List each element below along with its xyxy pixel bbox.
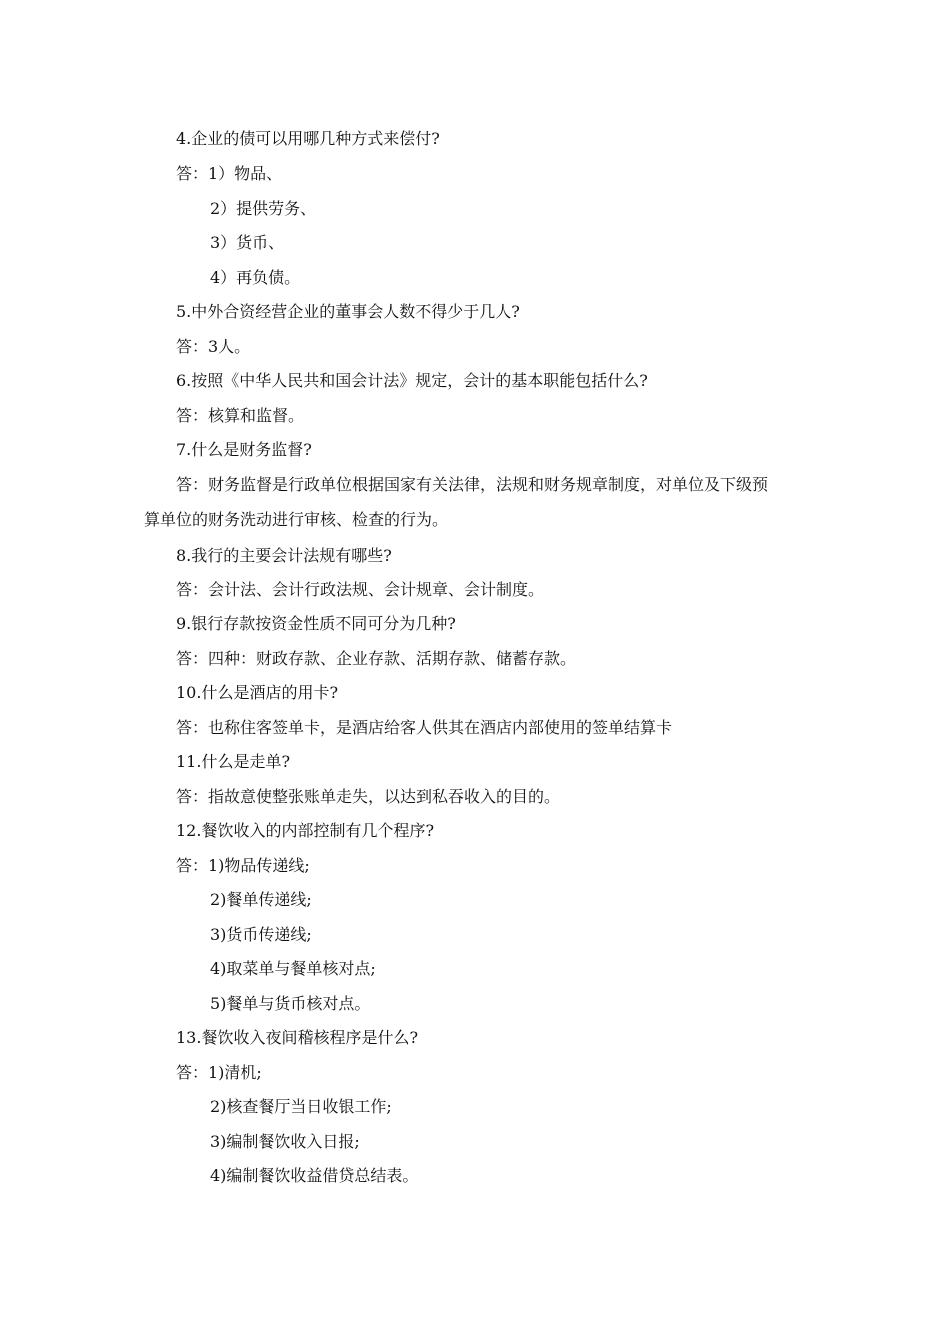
answer-12-item-2: 2)餐单传递线; (210, 890, 312, 909)
answer-13-item-1: 答：1)清机; (176, 1063, 262, 1082)
answer-6: 答：核算和监督。 (176, 406, 305, 425)
answer-9: 答：四种：财政存款、企业存款、活期存款、储蓄存款。 (176, 649, 577, 668)
answer-12-item-1: 答：1)物品传递线; (176, 856, 310, 875)
answer-12-item-3: 3)货币传递线; (210, 925, 312, 944)
question-8: 8.我行的主要会计法规有哪些? (176, 546, 392, 565)
answer-10: 答：也称住客签单卡，是酒店给客人供其在酒店内部使用的签单结算卡 (176, 718, 673, 737)
question-12: 12.餐饮收入的内部控制有几个程序? (176, 821, 435, 840)
answer-7: 答：财务监督是行政单位根据国家有关法律，法规和财务规章制度，对单位及下级预 (176, 475, 769, 494)
answer-4-item-4: 4）再负债。 (210, 268, 301, 287)
answer-8: 答：会计法、会计行政法规、会计规章、会计制度。 (176, 580, 545, 599)
answer-13-item-3: 3)编制餐饮收入日报; (210, 1132, 360, 1151)
answer-13-item-2: 2)核查餐厅当日收银工作; (210, 1097, 392, 1116)
answer-5: 答：3人。 (176, 337, 251, 356)
answer-11: 答：指故意使整张账单走失，以达到私吞收入的目的。 (176, 787, 561, 806)
answer-4-item-1: 答：1）物品、 (176, 164, 283, 183)
answer-4-item-2: 2）提供劳务、 (210, 199, 317, 218)
question-9: 9.银行存款按资金性质不同可分为几种? (176, 614, 456, 633)
question-5: 5.中外合资经营企业的董事会人数不得少于几人? (176, 302, 520, 321)
answer-4-item-3: 3）货币、 (210, 233, 285, 252)
answer-12-item-4: 4)取菜单与餐单核对点; (210, 959, 376, 978)
question-4: 4.企业的债可以用哪几种方式来偿付? (176, 129, 440, 148)
question-11: 11.什么是走单? (176, 752, 291, 771)
question-13: 13.餐饮收入夜间稽核程序是什么? (176, 1028, 419, 1047)
question-10: 10.什么是酒店的用卡? (176, 683, 339, 702)
question-7: 7.什么是财务监督? (176, 440, 312, 459)
question-6: 6.按照《中华人民共和国会计法》规定，会计的基本职能包括什么? (176, 371, 648, 390)
answer-12-item-5: 5)餐单与货币核对点。 (210, 994, 371, 1013)
answer-13-item-4: 4)编制餐饮收益借贷总结表。 (210, 1166, 419, 1185)
answer-7-continuation: 算单位的财务洗动进行审核、检查的行为。 (144, 510, 449, 529)
